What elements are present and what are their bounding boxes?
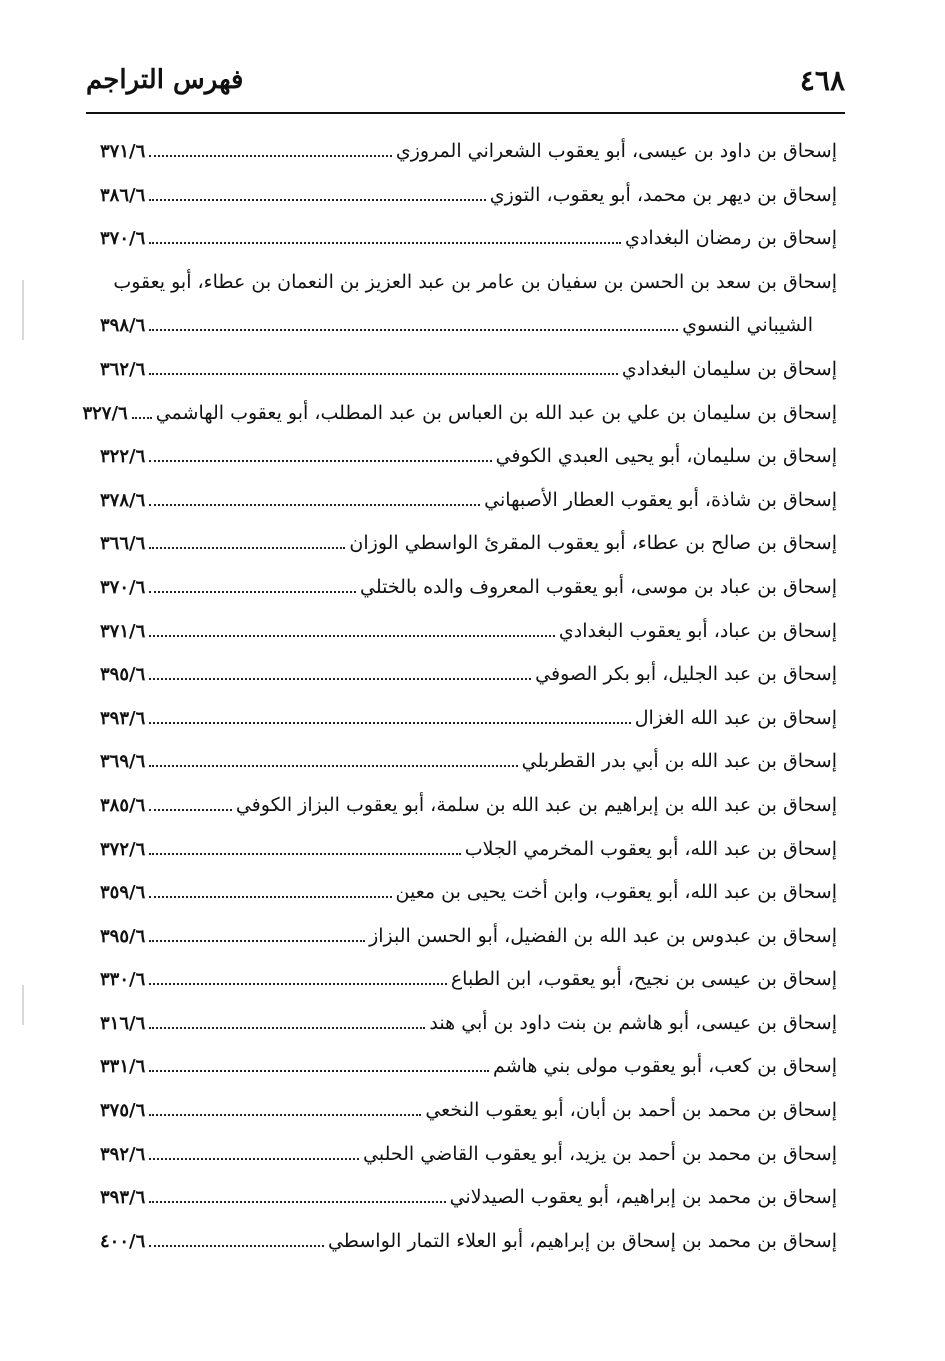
dot-leader (149, 983, 447, 985)
entry-reference: ٣٩٥/٦ (100, 925, 146, 947)
entry-reference: ٣٦٢/٦ (100, 358, 146, 380)
index-entry (100, 217, 837, 261)
entry-reference: ٣٨٦/٦ (100, 184, 146, 206)
entry-name: إسحاق بن عبد الجليل، أبو بكر الصوفي (535, 663, 837, 686)
entry-reference: ٣٧٠/٦ (100, 228, 146, 250)
entry-name: إسحاق بن عبد الله بن أبي بدر القطربلي (521, 750, 837, 773)
scan-margin-mark (22, 985, 24, 1025)
entry-reference: ٣٣٠/٦ (100, 969, 146, 991)
entry-reference: ٣٧٥/٦ (100, 1100, 146, 1122)
entry-name: إسحاق بن عبد الله، أبو يعقوب، وابن أخت يحيى بن معين (395, 881, 837, 904)
index-entry (100, 1002, 837, 1046)
index-entry (100, 1133, 837, 1177)
entry-reference: ٣٧١/٦ (100, 141, 146, 162)
dot-leader (149, 242, 621, 244)
entry-name: إسحاق بن سليمان البغدادي (621, 357, 837, 380)
scan-margin-mark (22, 280, 24, 340)
entry-name: إسحاق بن سليمان، أبو يحيى العبدي الكوفي (495, 445, 837, 468)
index-entry (100, 653, 837, 697)
index-entry-wrapped (100, 261, 837, 348)
dot-leader (149, 591, 356, 593)
entry-name: إسحاق بن محمد بن أحمد بن أبان، أبو يعقوب النخعي (425, 1099, 837, 1122)
entry-name: إسحاق بن داود بن عيسى، أبو يعقوب الشعراني المروزي (395, 140, 837, 162)
index-entry (100, 915, 837, 959)
dot-leader (149, 635, 555, 637)
index-entry (100, 566, 837, 610)
dot-leader (149, 504, 480, 506)
entry-name: إسحاق بن عبد الله، أبو يعقوب المخرمي الجلاب (464, 837, 837, 860)
index-entry (100, 828, 837, 872)
index-entry (100, 130, 837, 174)
entry-reference: ٣٦٦/٦ (100, 533, 146, 555)
index-entry (100, 958, 837, 1002)
entry-name: إسحاق بن عبدوس بن عبد الله بن الفضيل، أبو الحسن البزاز (369, 924, 837, 947)
biography-index-list (82, 130, 837, 1263)
dot-leader (149, 547, 345, 549)
index-entry (100, 1045, 837, 1089)
dot-leader (149, 809, 232, 811)
dot-leader (149, 329, 678, 331)
index-entry (100, 1089, 837, 1133)
entry-reference: ٣٨٥/٦ (100, 794, 146, 816)
dot-leader (149, 1114, 421, 1116)
entry-name: إسحاق بن عيسى بن نجيح، أبو يعقوب، ابن الطباع (450, 968, 837, 991)
entry-name: إسحاق بن عيسى، أبو هاشم بن بنت داود بن أبي هند (429, 1011, 837, 1034)
index-entry (100, 1220, 837, 1264)
index-entry (100, 348, 837, 392)
dot-leader (149, 678, 531, 680)
entry-name: إسحاق بن سليمان بن علي بن عبد الله بن العباس بن عبد المطلب، أبو يعقوب الهاشمي (155, 401, 837, 424)
entry-reference: ٣٩٣/٦ (100, 707, 146, 729)
index-entry (100, 1176, 837, 1220)
entry-reference: ٣٧١/٦ (100, 620, 146, 642)
header-rule (86, 112, 845, 114)
dot-leader (149, 940, 365, 942)
entry-reference: ٣٩٢/٦ (100, 1143, 146, 1165)
entry-reference: ٣٣١/٦ (100, 1056, 146, 1078)
dot-leader (149, 199, 486, 201)
entry-reference: ٣٧٢/٦ (100, 838, 146, 860)
dot-leader (149, 1245, 324, 1247)
page-number: ٤٦٨ (799, 63, 845, 97)
dot-leader (132, 417, 152, 419)
entry-name: إسحاق بن عبد الله الغزال (634, 706, 837, 729)
dot-leader (149, 1027, 425, 1029)
index-entry (100, 784, 837, 828)
entry-name: إسحاق بن عبد الله بن إبراهيم بن عبد الله بن سلمة، أبو يعقوب البزاز الكوفي (235, 793, 837, 816)
index-entry (82, 392, 837, 436)
entry-reference: ٣٧٨/٦ (100, 489, 146, 511)
index-entry (100, 479, 837, 523)
entry-name: إسحاق بن شاذة، أبو يعقوب العطار الأصبهاني (484, 488, 837, 511)
entry-reference: ٤٠٠/٦ (100, 1230, 146, 1252)
entry-name: إسحاق بن كعب، أبو يعقوب مولى بني هاشم (492, 1055, 837, 1078)
dot-leader (149, 1070, 489, 1072)
entry-reference: ٣١٦/٦ (100, 1012, 146, 1034)
dot-leader (149, 460, 491, 462)
dot-leader (149, 722, 630, 724)
index-entry (100, 435, 837, 479)
entry-name: إسحاق بن صالح بن عطاء، أبو يعقوب المقرئ الواسطي الوزان (349, 532, 837, 555)
index-entry (100, 610, 837, 654)
index-entry (100, 871, 837, 915)
dot-leader (149, 853, 460, 855)
entry-name: إسحاق بن رمضان البغدادي (625, 227, 837, 250)
page-header (86, 58, 845, 102)
index-entry (100, 740, 837, 784)
entry-reference: ٣٥٩/٦ (100, 882, 146, 904)
dot-leader (149, 896, 391, 898)
index-entry (100, 174, 837, 218)
entry-name: إسحاق بن عباد بن موسى، أبو يعقوب المعروف والده بالختلي (360, 575, 837, 598)
dot-leader (149, 1201, 445, 1203)
entry-reference: ٣٩٣/٦ (100, 1187, 146, 1209)
entry-reference: ٣٢٢/٦ (100, 446, 146, 468)
entry-reference: ٣٦٩/٦ (100, 751, 146, 773)
entry-reference: ٣٧٠/٦ (100, 576, 146, 598)
dot-leader (149, 765, 517, 767)
entry-reference: ٣٢٧/٦ (82, 402, 128, 424)
dot-leader (149, 373, 618, 375)
entry-name-line2: الشيباني النسوي (682, 314, 813, 337)
entry-name: إسحاق بن محمد بن أحمد بن يزيد، أبو يعقوب القاضي الحلبي (363, 1142, 837, 1165)
entry-name-line1: إسحاق بن سعد بن الحسن بن سفيان بن عامر بن عبد العزيز بن النعمان بن عطاء، أبو يعقوب (113, 270, 837, 293)
dot-leader (149, 155, 392, 157)
entry-name: إسحاق بن عباد، أبو يعقوب البغدادي (558, 619, 837, 642)
entry-reference: ٣٩٨/٦ (100, 315, 146, 337)
entry-name: إسحاق بن محمد بن إبراهيم، أبو يعقوب الصيدلاني (449, 1186, 837, 1209)
index-entry (100, 522, 837, 566)
running-title: فهرس التراجم (86, 65, 244, 95)
entry-reference: ٣٩٥/٦ (100, 664, 146, 686)
entry-name: إسحاق بن ديهر بن محمد، أبو يعقوب، التوزي (489, 183, 837, 206)
index-entry (100, 697, 837, 741)
entry-name: إسحاق بن محمد بن إسحاق بن إبراهيم، أبو العلاء التمار الواسطي (327, 1229, 837, 1252)
dot-leader (149, 1158, 359, 1160)
